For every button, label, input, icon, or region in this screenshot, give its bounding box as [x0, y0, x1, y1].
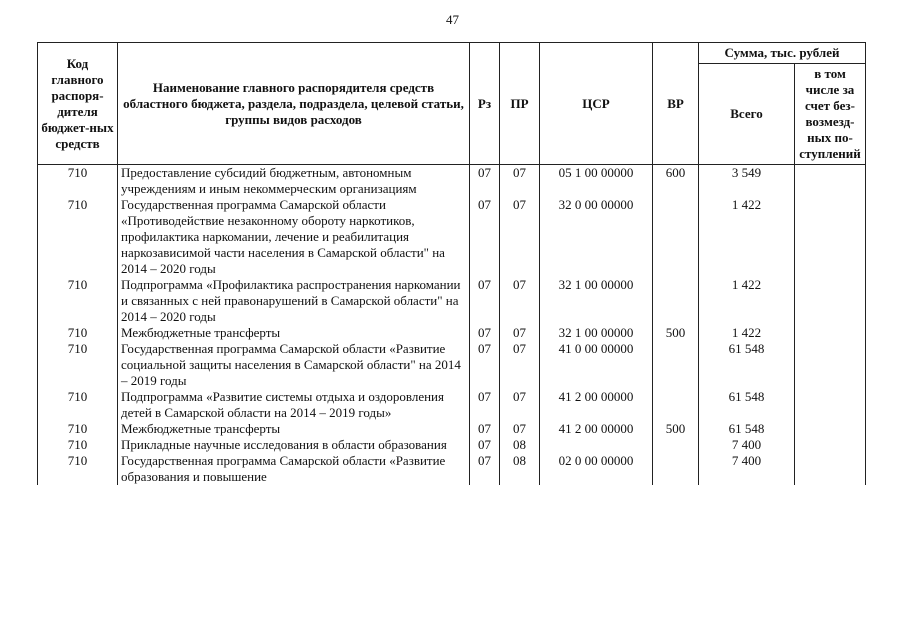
cell-vr: 600: [653, 165, 699, 198]
cell-gratuitous: [795, 453, 866, 485]
cell-name: Предоставление субсидий бюджетным, автономным учреждениям и иным некоммерческим организациям: [118, 165, 470, 198]
cell-total: 1 422: [699, 197, 795, 277]
cell-name: Подпрограмма «Развитие системы отдыха и оздоровления детей в Самарской области на 2014 – 2019 годы»: [118, 389, 470, 421]
cell-total: 1 422: [699, 325, 795, 341]
cell-gratuitous: [795, 325, 866, 341]
cell-rz: 07: [470, 165, 500, 198]
cell-rz: 07: [470, 341, 500, 389]
header-gratuitous: в том числе за счет без-возмезд-ных по-ступлений: [795, 64, 866, 165]
cell-vr: [653, 453, 699, 485]
header-vr: ВР: [653, 43, 699, 165]
cell-gratuitous: [795, 165, 866, 198]
cell-pr: 08: [500, 453, 540, 485]
cell-total: 61 548: [699, 421, 795, 437]
header-rz: Рз: [470, 43, 500, 165]
table-row: [38, 421, 866, 437]
cell-vr: [653, 389, 699, 421]
cell-vr: 500: [653, 325, 699, 341]
cell-rz: 07: [470, 453, 500, 485]
cell-name: Государственная программа Самарской области «Развитие социальной защиты населения в Самарской области" на 2014 – 2019 годы: [118, 341, 470, 389]
table-row: [38, 341, 866, 389]
cell-code: 710: [38, 437, 118, 453]
cell-gratuitous: [795, 341, 866, 389]
cell-pr: 08: [500, 437, 540, 453]
table-header: [38, 43, 866, 165]
cell-total: 3 549: [699, 165, 795, 198]
table-body: [38, 165, 866, 486]
cell-code: 710: [38, 325, 118, 341]
cell-name: Подпрограмма «Профилактика распространения наркомании и связанных с ней правонарушений в Самарской области" на 2014 – 2020 годы: [118, 277, 470, 325]
cell-csr: 41 2 00 00000: [540, 421, 653, 437]
cell-rz: 07: [470, 277, 500, 325]
table-row: [38, 197, 866, 277]
cell-vr: [653, 277, 699, 325]
cell-name: Межбюджетные трансферты: [118, 325, 470, 341]
table-row: [38, 325, 866, 341]
header-total: Всего: [699, 64, 795, 165]
cell-csr: 32 0 00 00000: [540, 197, 653, 277]
cell-total: 1 422: [699, 277, 795, 325]
cell-name: Прикладные научные исследования в области образования: [118, 437, 470, 453]
cell-csr: 32 1 00 00000: [540, 277, 653, 325]
cell-vr: [653, 437, 699, 453]
cell-vr: [653, 197, 699, 277]
cell-total: 7 400: [699, 437, 795, 453]
cell-rz: 07: [470, 389, 500, 421]
cell-gratuitous: [795, 389, 866, 421]
table-row: [38, 165, 866, 198]
cell-code: 710: [38, 165, 118, 198]
cell-vr: [653, 341, 699, 389]
cell-csr: 05 1 00 00000: [540, 165, 653, 198]
header-code: Код главного распоря-дителя бюджет-ных средств: [38, 43, 118, 165]
cell-gratuitous: [795, 197, 866, 277]
cell-pr: 07: [500, 389, 540, 421]
cell-pr: 07: [500, 197, 540, 277]
cell-gratuitous: [795, 277, 866, 325]
cell-csr: [540, 437, 653, 453]
cell-csr: 02 0 00 00000: [540, 453, 653, 485]
cell-csr: 32 1 00 00000: [540, 325, 653, 341]
cell-total: 61 548: [699, 389, 795, 421]
cell-rz: 07: [470, 421, 500, 437]
cell-name: Государственная программа Самарской области «Противодействие незаконному обороту наркотиков, профилактика наркомании, лечение и реабилитация наркозависимой части населения в Самарской области" на 2014 – 2020 годы: [118, 197, 470, 277]
cell-code: 710: [38, 197, 118, 277]
cell-code: 710: [38, 341, 118, 389]
cell-csr: 41 2 00 00000: [540, 389, 653, 421]
page-number: 47: [446, 12, 459, 27]
cell-rz: 07: [470, 197, 500, 277]
cell-csr: 41 0 00 00000: [540, 341, 653, 389]
cell-total: 61 548: [699, 341, 795, 389]
table-row: [38, 389, 866, 421]
header-pr: ПР: [500, 43, 540, 165]
cell-gratuitous: [795, 437, 866, 453]
budget-table: [37, 42, 866, 485]
cell-rz: 07: [470, 325, 500, 341]
cell-code: 710: [38, 421, 118, 437]
cell-code: 710: [38, 277, 118, 325]
cell-code: 710: [38, 389, 118, 421]
cell-gratuitous: [795, 421, 866, 437]
cell-pr: 07: [500, 421, 540, 437]
table-row: [38, 437, 866, 453]
cell-code: 710: [38, 453, 118, 485]
table-row: [38, 277, 866, 325]
cell-pr: 07: [500, 341, 540, 389]
cell-pr: 07: [500, 165, 540, 198]
cell-total: 7 400: [699, 453, 795, 485]
header-sum: Сумма, тыс. рублей: [699, 43, 866, 64]
table-row: [38, 453, 866, 485]
cell-pr: 07: [500, 277, 540, 325]
cell-rz: 07: [470, 437, 500, 453]
cell-name: Государственная программа Самарской области «Развитие образования и повышение: [118, 453, 470, 485]
header-csr: ЦСР: [540, 43, 653, 165]
cell-vr: 500: [653, 421, 699, 437]
header-name: Наименование главного распорядителя средств областного бюджета, раздела, подраздела, целевой статьи, группы видов расходов: [118, 43, 470, 165]
cell-pr: 07: [500, 325, 540, 341]
cell-name: Межбюджетные трансферты: [118, 421, 470, 437]
